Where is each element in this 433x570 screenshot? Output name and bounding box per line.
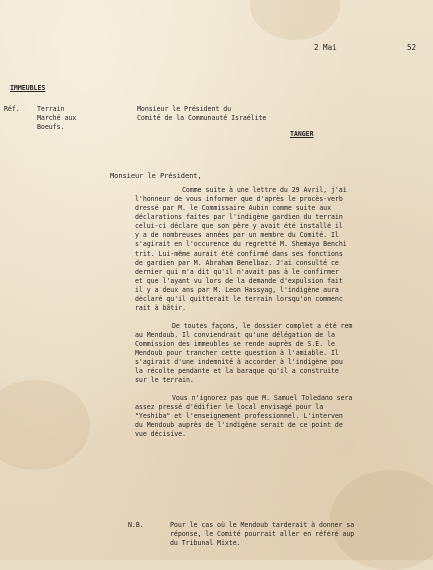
note-line: du Tribunal Mixte.	[170, 539, 241, 547]
category-heading: IMMEUBLES	[10, 84, 46, 92]
body-line: la récolte pendante et la baraque qu'il a construite	[135, 367, 339, 375]
body-line: sur le terrain.	[135, 376, 194, 384]
reference-line: Boeufs.	[37, 123, 65, 131]
body-line: De toutes façons, le dossier complet a été rem	[172, 322, 353, 330]
body-line: et que l'ayant vu lors de la demande d'expulsion fait	[135, 277, 343, 285]
body-line: Mendoub pour trancher cette question à l'amiable. Il	[135, 349, 339, 357]
reference-line: Terrain	[37, 105, 65, 113]
letter-date: 2 Mai	[314, 43, 337, 52]
salutation: Monsieur le Président,	[110, 172, 202, 180]
body-line: celui-ci déclare que son père y avait été installé il	[135, 222, 343, 230]
reference-line: Marché aux	[37, 114, 77, 122]
body-line: s'agirait d'une indemnité à accorder à l'indigène pou	[135, 358, 343, 366]
paper-stain	[250, 0, 340, 40]
page-number: 52	[407, 43, 417, 52]
body-line: rait à bâtir.	[135, 304, 186, 312]
recipient-line: Monsieur le Président du	[137, 105, 232, 113]
body-line: déclaré qu'il quitterait le terrain lorsqu'on commenc	[135, 295, 343, 303]
body-line: vue décisive.	[135, 430, 186, 438]
body-line: assez pressé d'édifier le local envisagé pour la	[135, 403, 324, 411]
body-line: déclarations faites par l'indigène gardien du terrain	[135, 213, 343, 221]
body-line: Commission des immeubles se rende auprès de S.E. le	[135, 340, 335, 348]
body-line: trit. Lui-même aurait été confirmé dans ses fonctions	[135, 250, 343, 258]
body-line: Vous n'ignorez pas que M. Samuel Toledano sera	[172, 394, 353, 402]
note-line: Pour le cas où le Mendoub tarderait à donner sa	[170, 521, 355, 529]
paper-stain	[330, 470, 433, 570]
body-line: du Mendoub auprès de l'indigène serait de ce point de	[135, 421, 343, 429]
body-line: dressé par M. le Commissaire Aubin comme suite aux	[135, 204, 331, 212]
body-line: y a de nombreuses années par un membre du Comité. Il	[135, 231, 339, 239]
body-line: dernier qui m'a dit qu'il n'avait pas à le confirmer	[135, 268, 339, 276]
body-line: l'honneur de vous informer que d'après le procès-verb	[135, 195, 343, 203]
body-line: s'agirait en l'occurence du regretté M. Shemaya Benchi	[135, 240, 347, 248]
note-line: réponse, le Comité pourrait aller en référé aup	[170, 530, 355, 538]
note-label: N.B.	[128, 521, 144, 529]
recipient-line: Comité de la Communauté Israélite	[137, 114, 267, 122]
recipient-city: TANGER	[290, 130, 314, 138]
body-line: au Mendoub. Il conviendrait qu'une délégation de la	[135, 331, 335, 339]
body-line: "Yeshiba" et l'enseignement professionnel. L'interven	[135, 412, 343, 420]
paper-stain	[0, 380, 90, 470]
body-line: Comme suite à une lettre du 29 Avril, j'ai	[182, 186, 347, 194]
body-line: il y a deux ans par M. Leon Hassyag, l'indigène aura	[135, 286, 339, 294]
reference-label: Réf.	[4, 105, 20, 113]
body-line: de gardien par M. Abraham Benelbaz. J'ai consulté ce	[135, 259, 339, 267]
